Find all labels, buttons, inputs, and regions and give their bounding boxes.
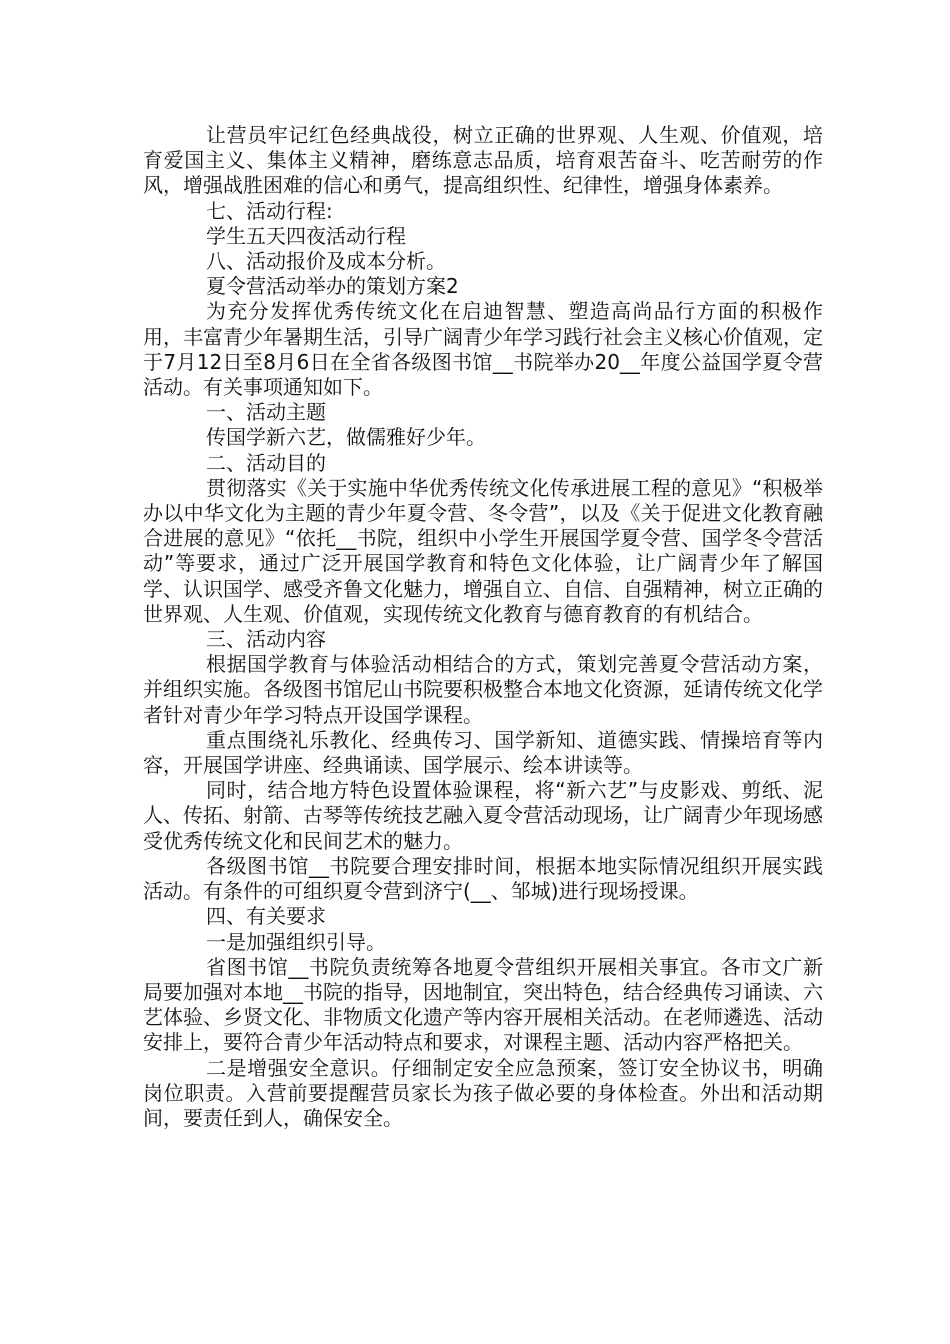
- section-heading: 七、活动行程:: [206, 198, 333, 223]
- paragraph: 二是增强安全意识。仔细制定安全应急预案，签订安全协议书，明确岗位职责。入营前要提醒营员家长为孩子做必要的身体检查。外出和活动期间，要责任到人，确保安全。: [143, 1055, 823, 1130]
- section-heading: 二、活动目的: [206, 450, 326, 475]
- paragraph: 同时，结合地方特色设置体验课程，将“新六艺”与皮影戏、剪纸、泥人、传拓、射箭、古琴等传统技艺融入夏令营活动现场，让广阔青少年现场感受优秀传统文化和民间艺术的魅力。: [143, 778, 823, 853]
- paragraph: 省图书馆__书院负责统筹各地夏令营组织开展相关事宜。各市文广新局要加强对本地__书院的指导，因地制宜，突出特色，结合经典传习诵读、六艺体验、乡贤文化、非物质文化遗产等内容开展相关活动。在老师遴选、活动安排上，要符合青少年活动特点和要求，对课程主题、活动内容严格把关。: [143, 954, 823, 1055]
- paragraph: 各级图书馆__书院要合理安排时间，根据本地实际情况组织开展实践活动。有条件的可组织夏令营到济宁(__、邹城)进行现场授课。: [143, 853, 823, 904]
- paragraph: 学生五天四夜活动行程: [206, 223, 406, 248]
- section-heading: 三、活动内容: [206, 627, 326, 652]
- section-heading: 四、有关要求: [206, 904, 326, 929]
- paragraph: 让营员牢记红色经典战役，树立正确的世界观、人生观、价值观，培育爱国主义、集体主义精神，磨练意志品质，培育艰苦奋斗、吃苦耐劳的作风，增强战胜困难的信心和勇气，提高组织性、纪律性，增强身体素养。: [143, 123, 823, 198]
- section-heading: 一、活动主题: [206, 400, 326, 425]
- paragraph: 根据国学教育与体验活动相结合的方式，策划完善夏令营活动方案，并组织实施。各级图书馆尼山书院要积极整合本地文化资源，延请传统文化学者针对青少年学习特点开设国学课程。: [143, 652, 823, 727]
- paragraph: 传国学新六艺，做儒雅好少年。: [206, 425, 486, 450]
- paragraph: 重点围绕礼乐教化、经典传习、国学新知、道德实践、情操培育等内容，开展国学讲座、经典诵读、国学展示、绘本讲读等。: [143, 727, 823, 778]
- section-heading: 八、活动报价及成本分析。: [206, 249, 446, 274]
- paragraph: 贯彻落实《关于实施中华优秀传统文化传承进展工程的意见》“积极举办以中华文化为主题的青少年夏令营、冬令营”，以及《关于促进文化教育融合进展的意见》“依托__书院，组织中小学生开展国学夏令营、国学冬令营活动”等要求，通过广泛开展国学教育和特色文化体验，让广阔青少年了解国学、认识国学、感受齐鲁文化魅力，增强自立、自信、自强精神，树立正确的世界观、人生观、价值观，实现传统文化教育与德育教育的有机结合。: [143, 475, 823, 626]
- paragraph: 为充分发挥优秀传统文化在启迪智慧、塑造高尚品行方面的积极作用，丰富青少年暑期生活，引导广阔青少年学习践行社会主义核心价值观，定于7月12日至8月6日在全省各级图书馆__书院举办20__年度公益国学夏令营活动。有关事项通知如下。: [143, 299, 823, 400]
- document-subtitle: 夏令营活动举办的策划方案2: [206, 274, 459, 299]
- paragraph: 一是加强组织引导。: [206, 929, 386, 954]
- document-body: [143, 123, 823, 1131]
